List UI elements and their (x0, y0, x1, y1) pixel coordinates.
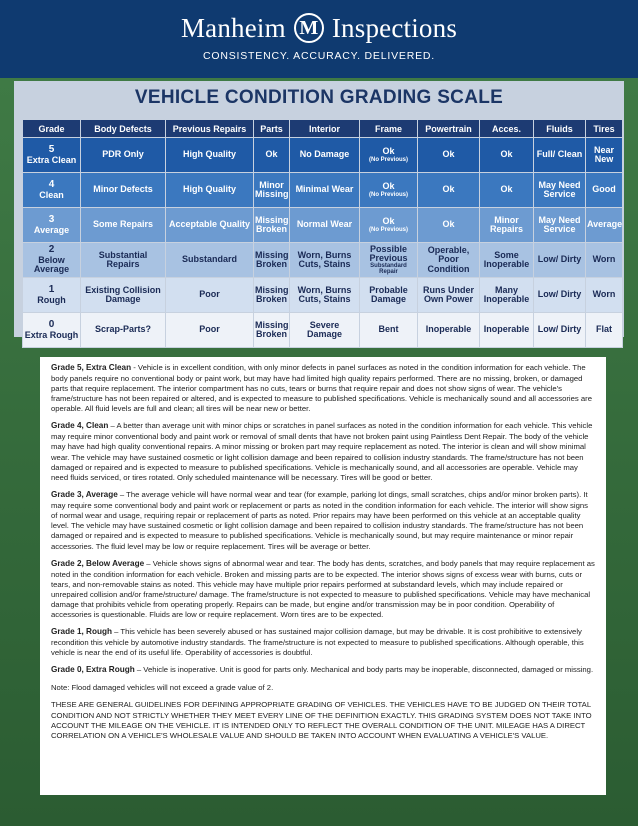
previous-repairs-cell: High Quality (166, 138, 254, 173)
grade-description (51, 559, 595, 621)
previous-repairs-cell: Acceptable Quality (166, 208, 254, 243)
table-row (23, 173, 623, 208)
grade-cell (23, 208, 81, 243)
grade-cell (23, 173, 81, 208)
col-header-tires: Tires (586, 120, 623, 138)
grade-description (51, 627, 595, 658)
frame-value: Possible Previous (369, 243, 408, 263)
powertrain-cell: Ok (418, 138, 480, 173)
fluids-cell: Low/ Dirty (534, 278, 586, 313)
body-defects-cell: Minor Defects (81, 173, 166, 208)
powertrain-cell: Operable, Poor Condition (418, 243, 480, 278)
grade-number: 1 (48, 284, 55, 296)
col-header-grade: Grade (23, 120, 81, 138)
grade-description-heading: Grade 3, Average (51, 490, 118, 500)
grade-description-heading: Grade 2, Below Average (51, 558, 145, 568)
grade-label: Extra Clean (26, 154, 77, 165)
grade-label: Rough (37, 294, 66, 305)
powertrain-cell: Ok (418, 208, 480, 243)
acces-cell: Some Inoperable (480, 243, 534, 278)
frame-note: Substandard Repair (370, 263, 407, 276)
grade-description-text: – Vehicle is inoperative. Unit is good for parts only. Mechanical and body parts may be inoperable, disconnected, damaged or missing. (134, 665, 594, 675)
powertrain-cell: Ok (418, 173, 480, 208)
frame-note: (No Previous) (368, 191, 408, 198)
grade-description-text: – A better than average unit with minor chips or scratches in panel surfaces as noted in the condition information for each vehicle. This vehicle may require minor conventional body and paint work or removal of small dents that have not broken paint using Paintless Dent Repair. The body of the vehicle may have had high quality conventional repairs. A minor missing or broken part may require replacement as noted. The interior is clean and will show minimal wear. The vehicle may have sustained cosmetic or light collision damage and been repaired to collision industry standards. The frame/structure has not been damaged or repaired and is expected to measure to published specifications. Vehicle is mechanically sound, and all accessories are operable. Vehicle may need fluids serviced, or tires rotated. Only scheduled maintenance will be necessary. Tires will be good or better. (51, 421, 593, 482)
logo-letter: M (299, 17, 319, 39)
grade-description-heading: Grade 0, Extra Rough (51, 665, 135, 675)
interior-cell: Worn, Burns Cuts, Stains (290, 243, 360, 278)
grade-description-heading: Grade 5, Extra Clean (51, 363, 132, 372)
interior-cell: Severe Damage (290, 313, 360, 348)
previous-repairs-cell: Poor (166, 313, 254, 348)
grade-cell (23, 243, 81, 278)
fluids-cell: May Need Service (534, 208, 586, 243)
interior-cell: Minimal Wear (290, 173, 360, 208)
tires-cell: Good (586, 173, 623, 208)
grade-label: Average (33, 224, 70, 235)
interior-cell: No Damage (290, 138, 360, 173)
fluids-cell: Low/ Dirty (534, 243, 586, 278)
tires-cell: Near New (586, 138, 623, 173)
body-defects-cell: PDR Only (81, 138, 166, 173)
table-header-row (23, 120, 623, 138)
grade-label: Below Average (33, 254, 70, 275)
grade-number: 4 (48, 179, 55, 191)
header-banner (0, 0, 638, 78)
grade-cell (23, 138, 81, 173)
fluids-cell: Low/ Dirty (534, 313, 586, 348)
grade-label: Extra Rough (24, 329, 79, 340)
col-header-interior: Interior (290, 120, 360, 138)
grade-cell (23, 278, 81, 313)
acces-cell: Many Inoperable (480, 278, 534, 313)
frame-note: (No Previous) (368, 156, 408, 163)
table-row (23, 208, 623, 243)
frame-value: Ok (382, 181, 395, 192)
parts-cell: Minor Missing (254, 173, 290, 208)
brand-name-right: Inspections (331, 12, 458, 43)
brand-name-left: Manheim (180, 12, 286, 43)
frame-cell (360, 313, 418, 348)
acces-cell: Inoperable (480, 313, 534, 348)
grade-description (51, 490, 595, 552)
body-defects-cell: Some Repairs (81, 208, 166, 243)
frame-value: Ok (382, 146, 395, 157)
grade-number: 5 (48, 144, 55, 156)
previous-repairs-cell: Poor (166, 278, 254, 313)
grading-scale-panel (14, 81, 624, 340)
table-row (23, 278, 623, 313)
grade-description (51, 421, 595, 483)
frame-note: (No Previous) (368, 226, 408, 233)
grade-description-text: – Vehicle shows signs of abnormal wear and tear. The body has dents, scratches, and body panels that may require replacement as noted in the condition information for each vehicle. Broken and missing parts are to be expected. The interior shows signs of excess wear with burns, cuts or tears, and non-removable stains as noted. This vehicle may have multiple prior repairs performed at substandard levels, which may include repaired or unrepaired collision and/or frame/structure/ damage. The frame/structure is not expected to measure to published specifications. Vehicle may have mechanical damage that prohibits vehicle from operating properly. Repairs can be made, but engine and/or transmission may be in poor condition. Operability of accessories is questionable. Fluids are low or require replacement. Worn tires are to be expected. (51, 558, 595, 620)
frame-cell (360, 278, 418, 313)
frame-value: Probable Damage (369, 284, 408, 304)
fluids-cell: May Need Service (534, 173, 586, 208)
frame-cell (360, 138, 418, 173)
grade-description-text: - Vehicle is in excellent condition, with only minor defects in panel surfaces as noted in the condition information for each vehicle. The body panels require no conventional body or paint work, but may have had limited high quality repairs performed. There are no missing, broken, or damaged parts that require replacement. The interior compartment has no cuts, tears or burns that require repair and does not show signs of wear. The vehicle's frame/structure has not been repaired or altered, and is expected to measure to published specifications. Vehicle is mechanically sound and all accessories are operable. All fluid levels are full and clean; all tires will be near new or better. (51, 363, 592, 414)
interior-cell: Worn, Burns Cuts, Stains (290, 278, 360, 313)
frame-cell (360, 208, 418, 243)
grade-label: Clean (39, 189, 64, 200)
col-header-body-defects: Body Defects (81, 120, 166, 138)
tires-cell: Average (586, 208, 623, 243)
disclaimer: THESE ARE GENERAL GUIDELINES FOR DEFINING APPROPRIATE GRADING OF VEHICLES. THE VEHICLES HAVE TO BE JUDGED ON THEIR TOTAL CONDITION AND NOT STRICTLY WHETHER THEY MEET EVERY LINE OF THE DEFINITION EXACTLY. THIS GRADING SYSTEM DOES NOT TAKE INTO ACCOUNT THE MILEAGE ON THE VEHICLE. IT IS INTENDED ONLY TO REFLECT THE OVERALL CONDITION OF THE UNIT. MILEAGE HAS A DIRECT CORRELATION ON A VEHICLE'S WHOLESALE VALUE AND SHOULD BE TAKEN INTO ACCOUNT WHEN EVALUATING A VEHICLE'S VALUE. (51, 700, 592, 740)
grade-description (51, 363, 595, 414)
grading-table (22, 119, 623, 348)
tires-cell: Worn (586, 243, 623, 278)
grade-cell (23, 313, 81, 348)
col-header-parts: Parts (254, 120, 290, 138)
interior-cell: Normal Wear (290, 208, 360, 243)
col-header-fluids: Fluids (534, 120, 586, 138)
body-defects-cell: Substantial Repairs (81, 243, 166, 278)
grade-description-heading: Grade 1, Rough (51, 627, 112, 637)
m-logo-icon (294, 13, 324, 43)
grade-description-text: – The average vehicle will have normal wear and tear (for example, parking lot dings, small scratches, chips and/or minor broken parts). It may require some conventional body and paint work or replacement or parts as noted in the condition information for each vehicle. The interior will show signs of normal wear and usage, requiring repair or replacement of parts as noted. Prior repairs may have been performed on this vehicle at an acceptable quality level. The vehicle may have sustained cosmetic or light collision damage and been repaired to collision industry standards. The frame/structure has not been damaged or repaired and is expected to measure to published specifications. Vehicle is mechanically sound, but may require maintenance or minor repair accessories. The fluid level may be low or require replacement. Tires will be average or better. (51, 490, 588, 551)
table-row (23, 138, 623, 173)
tires-cell: Worn (586, 278, 623, 313)
flood-note: Note: Flood damaged vehicles will not exceed a grade value of 2. (51, 683, 274, 693)
powertrain-cell: Runs Under Own Power (418, 278, 480, 313)
grade-description (51, 665, 595, 676)
grade-number: 2 (48, 244, 55, 256)
frame-value: Ok (382, 216, 395, 227)
powertrain-cell: Inoperable (418, 313, 480, 348)
parts-cell: Missing Broken (254, 243, 290, 278)
tagline: CONSISTENCY. ACCURACY. DELIVERED. (203, 50, 435, 62)
brand-logo (0, 10, 638, 46)
parts-cell: Missing Broken (254, 313, 290, 348)
parts-cell: Ok (254, 138, 290, 173)
col-header-frame: Frame (360, 120, 418, 138)
acces-cell: Ok (480, 173, 534, 208)
previous-repairs-cell: Substandard (166, 243, 254, 278)
grade-number: 3 (48, 214, 55, 226)
frame-cell (360, 173, 418, 208)
col-header-powertrain: Powertrain (418, 120, 480, 138)
parts-cell: Missing Broken (254, 278, 290, 313)
body-defects-cell: Existing Collision Damage (81, 278, 166, 313)
grade-number: 0 (48, 319, 55, 331)
grade-description-text: – This vehicle has been severely abused or has sustained major collision damage, but may be drivable. It is cost prohibitive to extensively recondition this vehicle by automotive industry standards. The frame/structure is not expected to measure to published specifications. Although operable, this vehicle is near the end of its useful life. Operability of accessories is doubtful. (51, 627, 584, 658)
fluids-cell: Full/ Clean (534, 138, 586, 173)
acces-cell: Minor Repairs (480, 208, 534, 243)
table-row (23, 243, 623, 278)
tires-cell: Flat (586, 313, 623, 348)
previous-repairs-cell: High Quality (166, 173, 254, 208)
acces-cell: Ok (480, 138, 534, 173)
col-header-previous-repairs: Previous Repairs (166, 120, 254, 138)
table-row (23, 313, 623, 348)
col-header-acces: Acces. (480, 120, 534, 138)
parts-cell: Missing Broken (254, 208, 290, 243)
frame-value: Bent (378, 324, 399, 335)
body-defects-cell: Scrap-Parts? (81, 313, 166, 348)
grade-descriptions-panel (40, 357, 606, 795)
scale-title: VEHICLE CONDITION GRADING SCALE (134, 87, 504, 108)
frame-cell (360, 243, 418, 278)
grade-description-heading: Grade 4, Clean (51, 421, 109, 431)
